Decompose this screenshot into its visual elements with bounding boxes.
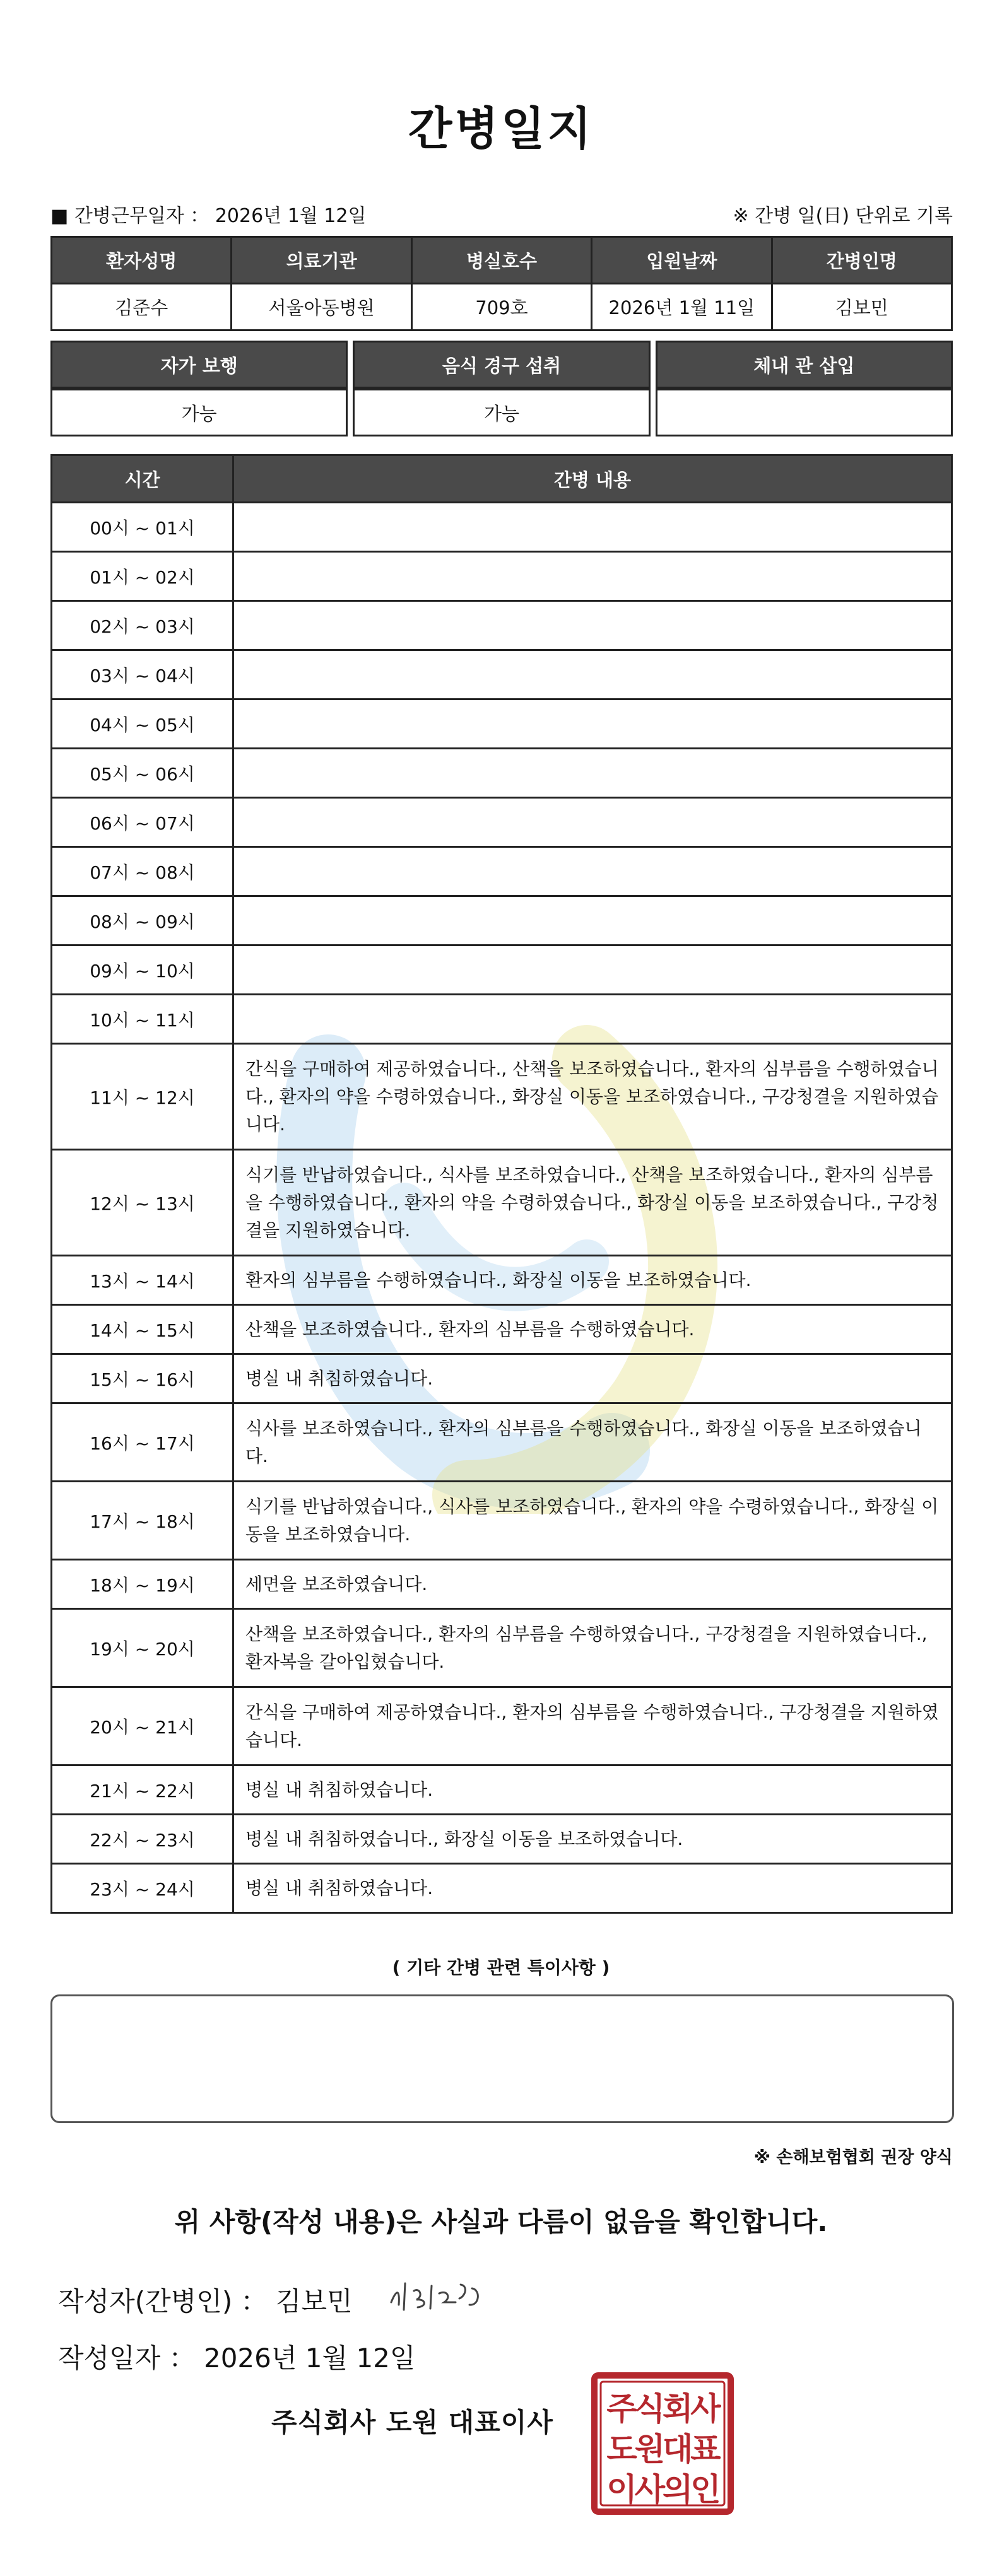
patient-name: 김준수 bbox=[52, 284, 232, 331]
table-row bbox=[52, 1305, 952, 1354]
log-content-cell: 환자의 심부름을 수행하였습니다., 화장실 이동을 보조하였습니다. bbox=[233, 1256, 952, 1305]
log-content-cell: 간식을 구매하여 제공하였습니다., 산책을 보조하였습니다., 환자의 심부름을 수행하였습니다., 환자의 약을 수령하였습니다., 화장실 이동을 보조하였습니다., 구강청결을 지원하였습니다. bbox=[233, 1044, 952, 1150]
writer-line: 작성자(간병인) ： 김보민 bbox=[58, 2286, 353, 2317]
tube-insertion-value bbox=[656, 389, 953, 436]
log-content-cell: 식기를 반납하였습니다., 식사를 보조하였습니다., 산책을 보조하였습니다., 환자의 심부름을 수행하였습니다., 환자의 약을 수령하였습니다., 화장실 이동을 보조하였습니다., 구강청결을 지원하였습니다. bbox=[233, 1150, 952, 1256]
log-time-cell: 12시 ~ 13시 bbox=[52, 1150, 233, 1256]
log-time-cell: 22시 ~ 23시 bbox=[52, 1815, 233, 1864]
table-row bbox=[52, 1403, 952, 1482]
hourly-care-log-table bbox=[50, 454, 953, 1914]
table-row bbox=[52, 552, 952, 601]
table-row bbox=[52, 995, 952, 1044]
admission-date: 2026년 1월 11일 bbox=[592, 284, 772, 331]
header-oral-intake: 음식 경구 섭취 bbox=[353, 341, 650, 389]
confirmation-statement: 위 사항(작성 내용)은 사실과 다름이 없음을 확인합니다. bbox=[174, 2206, 828, 2237]
log-content-cell bbox=[233, 552, 952, 601]
log-content-cell bbox=[233, 995, 952, 1044]
table-row bbox=[52, 1354, 952, 1403]
table-row bbox=[52, 1609, 952, 1687]
table-row bbox=[52, 1256, 952, 1305]
company-seal-stamp bbox=[591, 2372, 734, 2515]
log-time-cell: 06시 ~ 07시 bbox=[52, 798, 233, 847]
table-row bbox=[52, 749, 952, 798]
log-time-cell: 05시 ~ 06시 bbox=[52, 749, 233, 798]
log-content-cell: 병실 내 취침하였습니다., 화장실 이동을 보조하였습니다. bbox=[233, 1815, 952, 1864]
log-content-cell: 식사를 보조하였습니다., 환자의 심부름을 수행하였습니다., 화장실 이동을 보조하였습니다. bbox=[233, 1403, 952, 1482]
page-title: 간병일지 bbox=[408, 102, 594, 155]
log-time-cell: 08시 ~ 09시 bbox=[52, 896, 233, 946]
oral-intake-value: 가능 bbox=[353, 389, 650, 436]
patient-info-table bbox=[50, 236, 953, 331]
log-content-cell bbox=[233, 503, 952, 552]
log-time-cell: 03시 ~ 04시 bbox=[52, 650, 233, 700]
log-time-cell: 10시 ~ 11시 bbox=[52, 995, 233, 1044]
header-care-content: 간병 내용 bbox=[233, 455, 952, 503]
table-row bbox=[52, 700, 952, 749]
log-content-cell bbox=[233, 798, 952, 847]
table-row bbox=[52, 1687, 952, 1765]
log-content-cell: 병실 내 취침하였습니다. bbox=[233, 1354, 952, 1403]
log-time-cell: 21시 ~ 22시 bbox=[52, 1765, 233, 1815]
header-caregiver: 간병인명 bbox=[772, 237, 952, 284]
header-time: 시간 bbox=[52, 455, 233, 503]
log-content-cell: 식기를 반납하였습니다., 식사를 보조하였습니다., 환자의 약을 수령하였습니다., 화장실 이동을 보조하였습니다. bbox=[233, 1482, 952, 1560]
notes-box bbox=[50, 1994, 954, 2123]
log-content-cell bbox=[233, 601, 952, 650]
table-row bbox=[52, 601, 952, 650]
log-content-cell bbox=[233, 700, 952, 749]
log-content-cell: 세면을 보조하였습니다. bbox=[233, 1560, 952, 1609]
handwritten-signature bbox=[386, 2277, 497, 2315]
log-content-cell: 간식을 구매하여 제공하였습니다., 환자의 심부름을 수행하였습니다., 구강청결을 지원하였습니다. bbox=[233, 1687, 952, 1765]
table-row bbox=[52, 1560, 952, 1609]
seal-line-1: 주식회사 bbox=[606, 2391, 719, 2427]
log-time-cell: 16시 ~ 17시 bbox=[52, 1403, 233, 1482]
log-time-cell: 23시 ~ 24시 bbox=[52, 1864, 233, 1913]
header-patient-name: 환자성명 bbox=[52, 237, 232, 284]
log-time-cell: 13시 ~ 14시 bbox=[52, 1256, 233, 1305]
log-time-cell: 01시 ~ 02시 bbox=[52, 552, 233, 601]
hospital-name: 서울아동병원 bbox=[232, 284, 411, 331]
log-time-cell: 17시 ~ 18시 bbox=[52, 1482, 233, 1560]
log-time-cell: 20시 ~ 21시 bbox=[52, 1687, 233, 1765]
date-line: 작성일자 ： 2026년 1월 12일 bbox=[58, 2343, 416, 2374]
seal-line-3: 이사의인 bbox=[606, 2471, 719, 2508]
log-time-cell: 19시 ~ 20시 bbox=[52, 1609, 233, 1687]
meta-row bbox=[50, 199, 953, 228]
log-content-cell bbox=[233, 749, 952, 798]
log-content-cell: 병실 내 취침하였습니다. bbox=[233, 1765, 952, 1815]
log-content-cell: 산책을 보조하였습니다., 환자의 심부름을 수행하였습니다. bbox=[233, 1305, 952, 1354]
table-row bbox=[52, 1815, 952, 1864]
header-admission-date: 입원날짜 bbox=[592, 237, 772, 284]
log-time-cell: 00시 ~ 01시 bbox=[52, 503, 233, 552]
log-content-cell: 산책을 보조하였습니다., 환자의 심부름을 수행하였습니다., 구강청결을 지원하였습니다., 환자복을 갈아입혔습니다. bbox=[233, 1609, 952, 1687]
table-row bbox=[52, 798, 952, 847]
work-date-label: ■ 간병근무일자 ： 2026년 1월 12일 bbox=[50, 205, 367, 227]
header-hospital: 의료기관 bbox=[232, 237, 411, 284]
log-content-cell bbox=[233, 650, 952, 700]
form-note: ※ 손해보험협회 권장 양식 bbox=[753, 2148, 953, 2167]
table-row bbox=[52, 946, 952, 995]
log-time-cell: 07시 ~ 08시 bbox=[52, 847, 233, 896]
table-row bbox=[52, 1150, 952, 1256]
table-row bbox=[52, 1765, 952, 1815]
log-time-cell: 04시 ~ 05시 bbox=[52, 700, 233, 749]
self-walking-value: 가능 bbox=[50, 389, 348, 436]
company-name: 주식회사 도원 대표이사 bbox=[271, 2407, 553, 2438]
seal-line-2: 도원대표 bbox=[606, 2431, 719, 2468]
log-time-cell: 09시 ~ 10시 bbox=[52, 946, 233, 995]
table-row bbox=[52, 1864, 952, 1913]
table-row bbox=[52, 1044, 952, 1150]
table-row bbox=[52, 847, 952, 896]
log-time-cell: 18시 ~ 19시 bbox=[52, 1560, 233, 1609]
table-row bbox=[52, 1482, 952, 1560]
log-time-cell: 15시 ~ 16시 bbox=[52, 1354, 233, 1403]
header-room: 병실호수 bbox=[411, 237, 591, 284]
log-content-cell: 병실 내 취침하였습니다. bbox=[233, 1864, 952, 1913]
header-tube-insertion: 체내 관 삽입 bbox=[656, 341, 953, 389]
room-number: 709호 bbox=[411, 284, 591, 331]
notes-title: ( 기타 간병 관련 특이사항 ) bbox=[392, 1957, 610, 1978]
log-content-cell bbox=[233, 847, 952, 896]
log-time-cell: 11시 ~ 12시 bbox=[52, 1044, 233, 1150]
header-self-walking: 자가 보행 bbox=[50, 341, 348, 389]
log-time-cell: 14시 ~ 15시 bbox=[52, 1305, 233, 1354]
unit-note: ※ 간병 일(日) 단위로 기록 bbox=[733, 205, 953, 227]
patient-status-table bbox=[45, 341, 958, 436]
table-row bbox=[52, 896, 952, 946]
table-row bbox=[52, 650, 952, 700]
log-content-cell bbox=[233, 946, 952, 995]
caregiver-name: 김보민 bbox=[772, 284, 952, 331]
log-time-cell: 02시 ~ 03시 bbox=[52, 601, 233, 650]
log-content-cell bbox=[233, 896, 952, 946]
table-row bbox=[52, 503, 952, 552]
